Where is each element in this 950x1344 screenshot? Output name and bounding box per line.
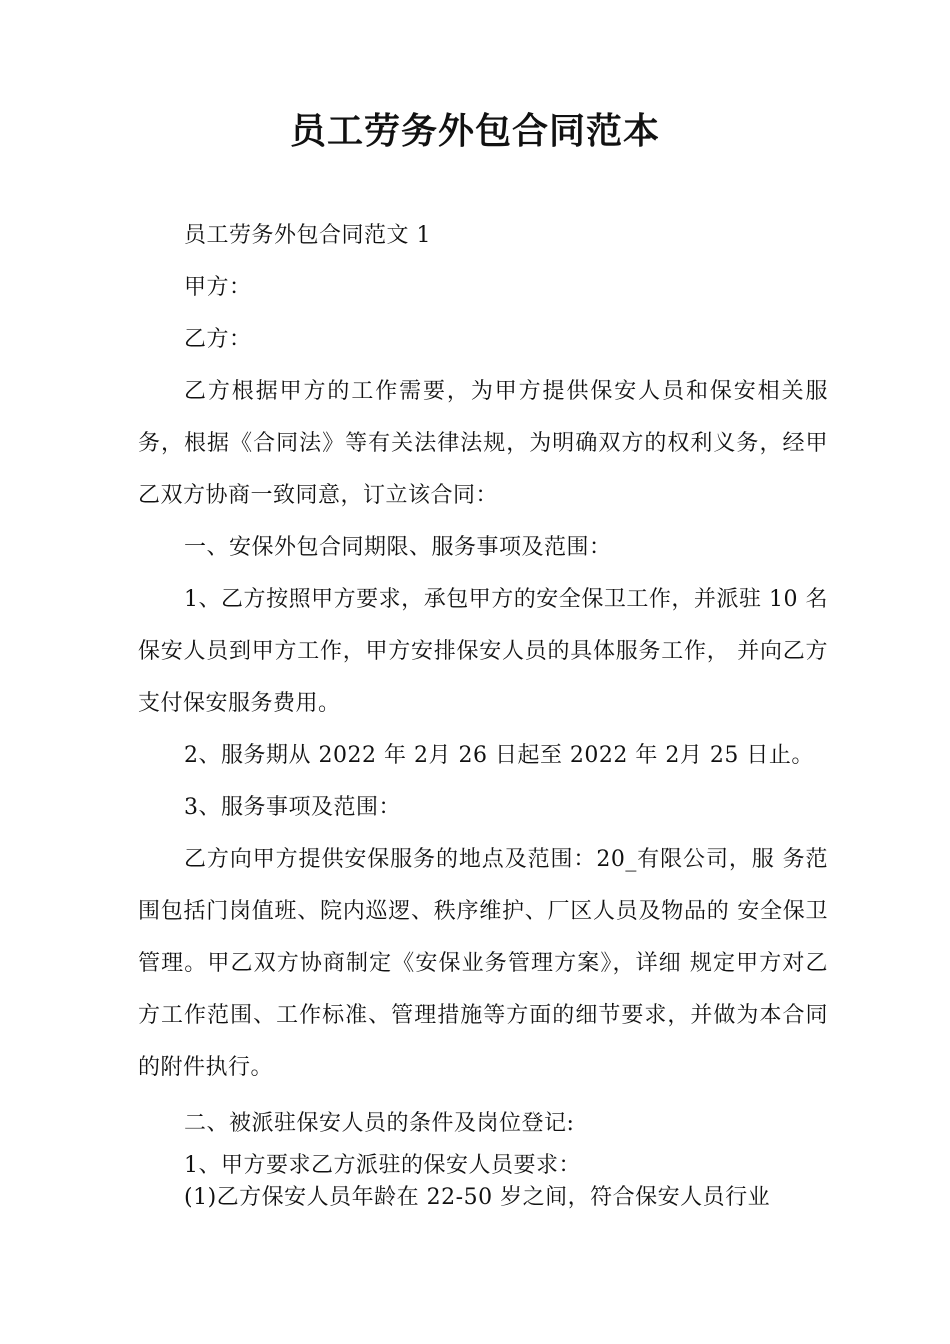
paragraph-section-2-item-1-sub-1: (1)乙方保安人员年龄在 22-50 岁之间，符合保安人员行业 [184,1185,771,1210]
paragraph-heading-sample: 员工劳务外包合同范文 1 [184,223,431,248]
paragraph-section-1-item-2: 2、服务期从 2022 年 2月 26 日起至 2022 年 2月 25 日止。 [184,743,814,768]
document-body [138,210,828,1214]
paragraph-section-2-item-1: 1、甲方要求乙方派驻的保安人员要求： [184,1153,581,1178]
paragraph-preamble: 乙方根据甲方的工作需要，为甲方提供保安人员和保安相关服务，根据《合同法》等有关法律法规，为明确双方的权利义务，经甲乙双方协商一致同意，订立该合同： [138,379,828,508]
paragraph-party-a: 甲方： [184,275,252,300]
paragraph-section-1-item-1: 1、乙方按照甲方要求，承包甲方的安全保卫工作，并派驻 10 名保安人员到甲方工作，甲方安排保安人员的具体服务工作， 并向乙方支付保安服务费用。 [138,587,828,716]
paragraph-service-scope: 乙方向甲方提供安保服务的地点及范围：20_有限公司，服 务范围包括门岗值班、院内巡逻、秩序维护、厂区人员及物品的 安全保卫管理。甲乙双方协商制定《安保业务管理方案》，详细 规定甲方对乙方工作范围、工作标准、管理措施等方面的细节要求，并做为本合同的附件执行。 [138,847,828,1080]
paragraph-section-2-heading: 二、被派驻保安人员的条件及岗位登记: [184,1111,575,1136]
document-title: 员工劳务外包合同范本 [289,111,660,152]
paragraph-section-1-item-3: 3、服务事项及范围： [184,795,401,820]
paragraph-section-1-heading: 一、安保外包合同期限、服务事项及范围： [184,535,612,560]
paragraph-party-b: 乙方： [184,327,252,352]
